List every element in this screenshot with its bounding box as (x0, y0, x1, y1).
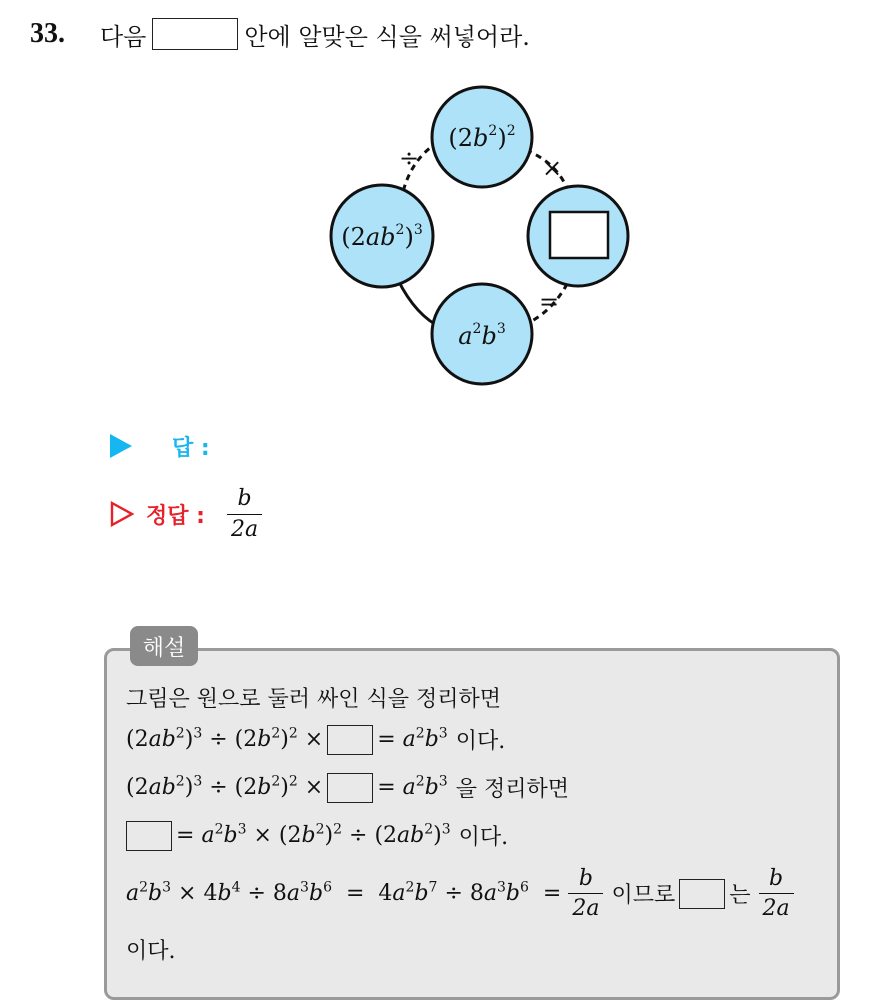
solution-line-3: $(2ab^2)^3 \div (2b^2)^2$ × = $a^2b^3$ 을 정리하면 (126, 773, 569, 802)
solution-line-4: = $a^2b^3 \times (2b^2)^2 \div (2ab^2)^3$ 이다. (126, 820, 508, 851)
expression-ring-diagram (320, 80, 640, 390)
solution-fraction: $\frac{b}{2a}$ (759, 866, 794, 922)
question-text (100, 17, 530, 52)
node-top-expression: $(2b^2)^2$ (448, 123, 516, 152)
operator-divide: ÷ (398, 144, 420, 172)
question-header (30, 14, 530, 54)
filled-triangle-icon (110, 434, 132, 458)
operator-multiply: × (541, 154, 563, 182)
question-text-after: 안에 알맞은 식을 써넣어라. (244, 22, 530, 51)
node-left-expression: $(2ab^2)^3$ (341, 222, 423, 251)
solution-equation-4: $a^2b^3 \times 4b^4 \div 8a^3b^6 = 4a^2b^7 \div 8a^3b^6$ = (126, 879, 569, 907)
question-number: 33. (30, 18, 65, 49)
solution-blank-box (327, 773, 373, 803)
solution-equation-2: $(2ab^2)^3 \div (2b^2)^2$ × (126, 773, 324, 800)
solution-line-1: 그림은 원으로 둘러 싸인 식을 정리하면 (126, 687, 501, 712)
solution-blank-box (327, 725, 373, 755)
solution-line-5: $a^2b^3 \times 4b^4 \div 8a^3b^6 = 4a^2b^7 \div 8a^3b^6$ = $\frac{b}{2a}$ 이므로 는 $\frac{b}{2a}$ (126, 866, 794, 922)
question-text-before: 다음 (100, 22, 147, 51)
node-right-blank-box (550, 212, 608, 258)
solution-blank-box (679, 879, 725, 909)
correct-answer-row (110, 484, 262, 544)
correct-answer-label: 정답 : (146, 503, 205, 529)
operator-equals: = (538, 288, 560, 316)
solution-equation-3: = $a^2b^3 \times (2b^2)^2 \div (2ab^2)^3$ (176, 821, 451, 848)
solution-tab: 해설 (130, 626, 198, 666)
answer-label: 답 : (172, 435, 210, 461)
question-blank-box (152, 18, 238, 50)
solution-line-6: 이다. (126, 939, 176, 964)
node-bottom-expression: $a^2b^3$ (458, 321, 506, 350)
outline-triangle-icon (110, 501, 134, 527)
correct-answer-fraction: $\frac{b}{2a}$ (227, 486, 262, 542)
solution-fraction: $\frac{b}{2a}$ (568, 866, 603, 922)
solution-equation-1: $(2ab^2)^3 \div (2b^2)^2$ × (126, 725, 324, 752)
answer-row (110, 428, 210, 464)
solution-line-2: $(2ab^2)^3 \div (2b^2)^2$ × = $a^2b^3$ 이다. (126, 725, 506, 754)
solution-blank-box (126, 821, 172, 851)
